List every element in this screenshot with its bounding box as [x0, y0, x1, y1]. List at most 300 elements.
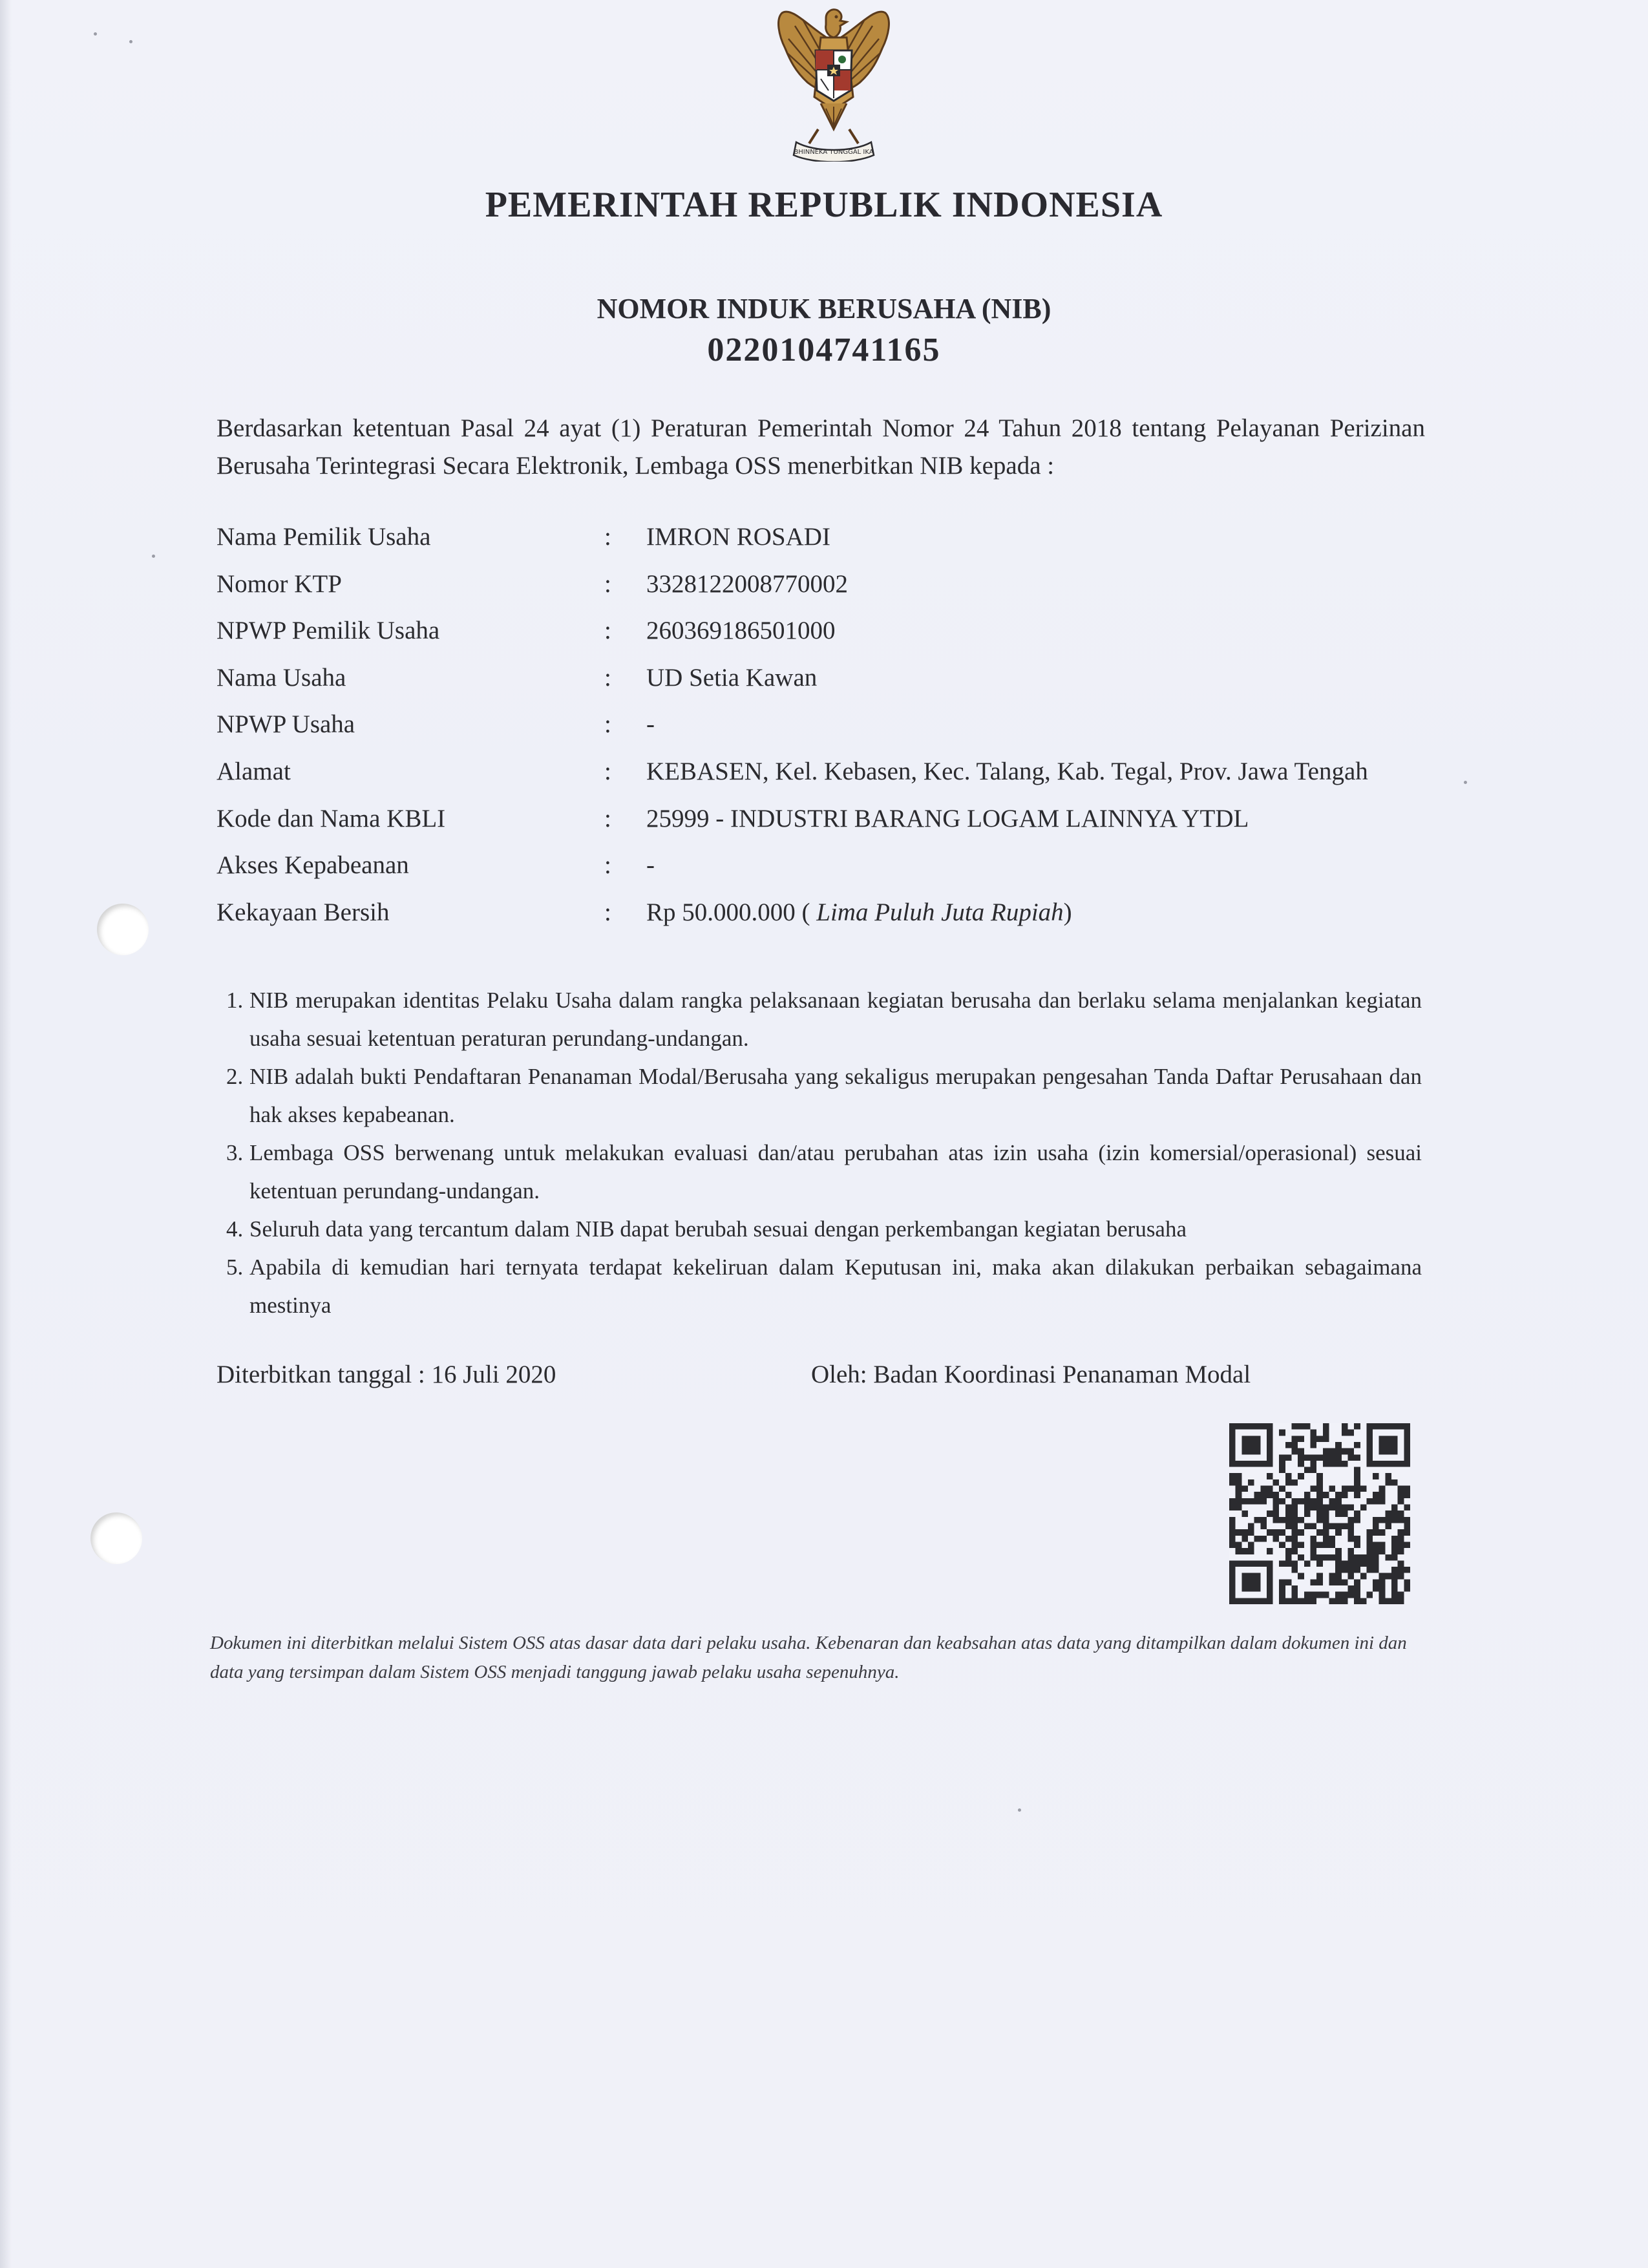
qr-module	[1285, 1536, 1292, 1542]
qr-module	[1316, 1542, 1323, 1548]
qr-module	[1311, 1598, 1317, 1604]
qr-module	[1354, 1567, 1360, 1573]
qr-module	[1373, 1529, 1379, 1536]
qr-module	[1323, 1448, 1329, 1455]
qr-module	[1285, 1473, 1292, 1479]
qr-module	[1279, 1486, 1285, 1492]
qr-module	[1285, 1492, 1292, 1498]
qr-module	[1229, 1536, 1236, 1542]
qr-module	[1248, 1548, 1254, 1554]
qr-module	[1335, 1529, 1342, 1536]
government-heading: PEMERINTAH REPUBLIK INDONESIA	[485, 185, 1163, 225]
qr-module	[1316, 1498, 1323, 1505]
qr-module	[1347, 1536, 1354, 1542]
qr-module	[1260, 1536, 1267, 1542]
qr-module	[1354, 1542, 1360, 1548]
qr-module	[1391, 1517, 1398, 1523]
qr-module	[1254, 1492, 1261, 1498]
field-colon: :	[604, 898, 611, 926]
qr-module	[1279, 1598, 1285, 1604]
net-worth-paren-open: (	[801, 898, 810, 926]
qr-module	[1311, 1461, 1317, 1467]
qr-module	[1298, 1448, 1304, 1455]
qr-module	[1298, 1542, 1304, 1548]
field-label: Nama Usaha	[217, 663, 346, 692]
qr-module	[1304, 1523, 1311, 1529]
field-colon: :	[604, 757, 611, 785]
qr-module	[1279, 1430, 1285, 1436]
field-label: Nomor KTP	[217, 569, 342, 598]
qr-module	[1398, 1517, 1404, 1523]
qr-module	[1241, 1486, 1248, 1492]
qr-module	[1304, 1592, 1311, 1598]
qr-module	[1379, 1529, 1386, 1536]
qr-module	[1316, 1479, 1323, 1486]
qr-module	[1360, 1560, 1367, 1567]
qr-module	[1360, 1573, 1367, 1580]
qr-module	[1366, 1560, 1373, 1567]
qr-module	[1354, 1454, 1360, 1461]
qr-module	[1285, 1560, 1292, 1567]
qr-module	[1292, 1498, 1298, 1505]
qr-module	[1385, 1598, 1391, 1604]
qr-module	[1311, 1536, 1317, 1542]
net-worth-paren-close: )	[1063, 898, 1072, 926]
qr-module	[1391, 1567, 1398, 1573]
qr-module	[1292, 1529, 1298, 1536]
qr-module	[1335, 1461, 1342, 1467]
qr-module	[1304, 1498, 1311, 1505]
field-label: Kode dan Nama KBLI	[217, 804, 446, 832]
punch-hole-top	[97, 904, 149, 955]
qr-module	[1229, 1473, 1236, 1479]
qr-module	[1236, 1486, 1242, 1492]
field-value: UD Setia Kawan	[646, 663, 818, 692]
qr-module	[1248, 1498, 1254, 1505]
qr-module	[1292, 1585, 1298, 1592]
qr-module	[1391, 1554, 1398, 1561]
qr-module	[1292, 1560, 1298, 1567]
qr-module	[1335, 1579, 1342, 1585]
qr-module	[1329, 1542, 1335, 1548]
qr-module	[1354, 1560, 1360, 1567]
field-label: Alamat	[217, 757, 291, 785]
qr-module	[1404, 1505, 1410, 1511]
qr-module	[1267, 1510, 1273, 1517]
qr-module	[1342, 1492, 1348, 1498]
qr-module	[1379, 1573, 1386, 1580]
field-row-owner-npwp	[217, 616, 1496, 663]
qr-module	[1329, 1448, 1335, 1455]
svg-text:BHINNEKA TUNGGAL IKA: BHINNEKA TUNGGAL IKA	[794, 149, 874, 156]
qr-module	[1385, 1473, 1391, 1479]
qr-module	[1342, 1560, 1348, 1567]
scan-speck	[1018, 1808, 1021, 1812]
field-colon: :	[604, 663, 611, 692]
qr-module	[1354, 1492, 1360, 1498]
qr-module	[1335, 1510, 1342, 1517]
field-colon: :	[604, 617, 611, 645]
issue-date: Diterbitkan tanggal : 16 Juli 2020	[217, 1361, 556, 1388]
scan-speck	[94, 32, 97, 36]
qr-module	[1354, 1510, 1360, 1517]
qr-module	[1292, 1592, 1298, 1598]
qr-module	[1292, 1598, 1298, 1604]
qr-module	[1354, 1579, 1360, 1585]
qr-module	[1323, 1554, 1329, 1561]
qr-module	[1267, 1529, 1273, 1536]
issuer: Oleh: Badan Koordinasi Penanaman Modal	[811, 1361, 1251, 1388]
qr-module	[1292, 1442, 1298, 1448]
qr-module	[1379, 1579, 1386, 1585]
net-worth-amount: Rp 50.000.000	[646, 898, 796, 926]
qr-module	[1366, 1542, 1373, 1548]
qr-module	[1329, 1536, 1335, 1542]
qr-module	[1311, 1523, 1317, 1529]
qr-module	[1373, 1579, 1379, 1585]
qr-module	[1329, 1461, 1335, 1467]
qr-module	[1398, 1542, 1404, 1548]
qr-module	[1366, 1498, 1373, 1505]
qr-module	[1391, 1479, 1398, 1486]
notes-list	[226, 981, 1422, 1324]
qr-module	[1298, 1473, 1304, 1479]
field-value: -	[646, 710, 655, 739]
qr-module	[1329, 1486, 1335, 1492]
qr-module	[1385, 1573, 1391, 1580]
qr-module	[1379, 1542, 1386, 1548]
qr-module	[1279, 1542, 1285, 1548]
qr-module	[1260, 1492, 1267, 1498]
qr-module	[1379, 1486, 1386, 1492]
qr-module	[1354, 1467, 1360, 1474]
qr-module	[1273, 1517, 1280, 1523]
qr-module	[1354, 1592, 1360, 1598]
qr-module	[1323, 1529, 1329, 1536]
qr-module	[1298, 1529, 1304, 1536]
qr-module	[1360, 1554, 1367, 1561]
qr-module	[1273, 1492, 1280, 1498]
qr-module	[1391, 1579, 1398, 1585]
qr-module	[1323, 1454, 1329, 1461]
qr-module	[1354, 1585, 1360, 1592]
qr-module	[1279, 1592, 1285, 1598]
qr-module	[1366, 1592, 1373, 1598]
qr-module	[1354, 1536, 1360, 1542]
qr-module	[1279, 1467, 1285, 1474]
qr-module	[1229, 1542, 1236, 1548]
qr-module	[1335, 1573, 1342, 1580]
qr-module	[1366, 1567, 1373, 1573]
qr-module	[1316, 1579, 1323, 1585]
qr-module	[1311, 1554, 1317, 1561]
qr-module	[1236, 1542, 1242, 1548]
field-row-business-npwp	[217, 710, 1496, 757]
field-label: NPWP Usaha	[217, 710, 355, 739]
field-colon: :	[604, 851, 611, 880]
qr-module	[1229, 1517, 1236, 1523]
qr-module	[1391, 1592, 1398, 1598]
qr-module	[1398, 1548, 1404, 1554]
qr-module	[1342, 1423, 1348, 1430]
qr-module	[1398, 1573, 1404, 1580]
qr-module	[1292, 1448, 1298, 1455]
qr-module	[1391, 1542, 1398, 1548]
qr-module	[1260, 1517, 1267, 1523]
qr-module	[1316, 1510, 1323, 1517]
qr-module	[1236, 1479, 1242, 1486]
qr-module	[1404, 1567, 1410, 1573]
qr-module	[1379, 1548, 1386, 1554]
qr-module	[1323, 1430, 1329, 1436]
qr-module	[1379, 1517, 1386, 1523]
qr-module	[1311, 1467, 1317, 1474]
qr-module	[1323, 1505, 1329, 1511]
qr-module	[1229, 1529, 1236, 1536]
qr-module	[1379, 1585, 1386, 1592]
qr-module	[1316, 1554, 1323, 1561]
qr-module	[1342, 1505, 1348, 1511]
qr-module	[1241, 1529, 1248, 1536]
qr-module	[1373, 1554, 1379, 1561]
qr-module	[1335, 1454, 1342, 1461]
qr-module	[1316, 1436, 1323, 1442]
field-value: 25999 - INDUSTRI BARANG LOGAM LAINNYA YTDL	[646, 804, 1249, 832]
qr-module	[1279, 1517, 1285, 1523]
qr-module	[1323, 1461, 1329, 1467]
qr-module	[1316, 1592, 1323, 1598]
qr-module	[1354, 1423, 1360, 1430]
qr-module	[1279, 1454, 1285, 1461]
qr-module	[1279, 1579, 1285, 1585]
qr-module	[1311, 1498, 1317, 1505]
qr-module	[1366, 1554, 1373, 1561]
qr-module	[1379, 1592, 1386, 1598]
qr-module	[1311, 1542, 1317, 1548]
qr-module	[1285, 1548, 1292, 1554]
field-row-net-worth	[217, 898, 1496, 945]
qr-module	[1285, 1579, 1292, 1585]
qr-module	[1292, 1517, 1298, 1523]
qr-module	[1398, 1560, 1404, 1567]
qr-module	[1254, 1536, 1261, 1542]
qr-module	[1298, 1517, 1304, 1523]
qr-module	[1323, 1536, 1329, 1542]
qr-module	[1260, 1498, 1267, 1505]
qr-module	[1404, 1517, 1410, 1523]
qr-module	[1236, 1505, 1242, 1511]
qr-module	[1298, 1598, 1304, 1604]
note-number: 1.	[226, 988, 244, 1013]
qr-module	[1229, 1523, 1236, 1529]
qr-module	[1292, 1523, 1298, 1529]
qr-module	[1292, 1548, 1298, 1554]
qr-module	[1354, 1598, 1360, 1604]
note-number: 2.	[226, 1064, 244, 1089]
qr-module	[1254, 1498, 1261, 1505]
qr-module	[1404, 1486, 1410, 1492]
qr-module	[1316, 1505, 1323, 1511]
qr-module	[1323, 1517, 1329, 1523]
qr-module	[1347, 1430, 1354, 1436]
qr-module	[1279, 1461, 1285, 1467]
qr-module	[1404, 1542, 1410, 1548]
qr-module	[1342, 1510, 1348, 1517]
qr-module	[1311, 1486, 1317, 1492]
nib-number: 0220104741165	[707, 332, 941, 368]
field-value: 260369186501000	[646, 617, 836, 645]
qr-module	[1260, 1486, 1267, 1492]
disclaimer: Dokumen ini diterbitkan melalui Sistem OSS atas dasar data dari pelaku usaha. Kebenaran dan keabsahan atas data yang ditampilkan dalam dokumen ini dan data yang tersimpan dalam Sistem OSS menjadi tanggung jawab pelaku usaha sepenuhnya.	[210, 1633, 1407, 1682]
qr-module	[1273, 1510, 1280, 1517]
note-item	[226, 1210, 1422, 1248]
qr-module	[1304, 1423, 1311, 1430]
qr-module	[1304, 1510, 1311, 1517]
qr-module	[1236, 1548, 1242, 1554]
qr-module	[1342, 1486, 1348, 1492]
field-value: KEBASEN, Kel. Kebasen, Kec. Talang, Kab. Tegal, Prov. Jawa Tengah	[646, 757, 1368, 785]
qr-module	[1323, 1436, 1329, 1442]
qr-module	[1316, 1486, 1323, 1492]
qr-module	[1229, 1498, 1236, 1505]
note-number: 3.	[226, 1140, 244, 1165]
note-item	[226, 1134, 1422, 1210]
note-text: NIB merupakan identitas Pelaku Usaha dalam rangka pelaksanaan kegiatan berusaha dan berlaku selama menjalankan kegiatan usaha sesuai ketentuan peraturan perundang-undangan.	[249, 988, 1422, 1051]
field-colon: :	[604, 710, 611, 739]
qr-module	[1329, 1579, 1335, 1585]
qr-module	[1404, 1585, 1410, 1592]
qr-module	[1342, 1598, 1348, 1604]
qr-module	[1366, 1548, 1373, 1554]
note-number: 4.	[226, 1216, 244, 1242]
qr-module	[1385, 1517, 1391, 1523]
qr-module	[1347, 1505, 1354, 1511]
qr-module	[1311, 1430, 1317, 1436]
field-value: IMRON ROSADI	[646, 523, 830, 551]
field-row-kbli	[217, 804, 1496, 851]
qr-module	[1342, 1579, 1348, 1585]
qr-module	[1354, 1473, 1360, 1479]
qr-module	[1373, 1567, 1379, 1573]
qr-module	[1335, 1567, 1342, 1573]
qr-module	[1316, 1560, 1323, 1567]
qr-module	[1347, 1523, 1354, 1529]
qr-module	[1304, 1454, 1311, 1461]
qr-module	[1398, 1536, 1404, 1542]
qr-module	[1373, 1523, 1379, 1529]
qr-module	[1292, 1567, 1298, 1573]
field-row-business-name	[217, 663, 1496, 710]
qr-module	[1391, 1548, 1398, 1554]
qr-module	[1311, 1436, 1317, 1442]
qr-module	[1316, 1473, 1323, 1479]
qr-finder-inner	[1241, 1436, 1260, 1454]
qr-module	[1354, 1554, 1360, 1561]
qr-module	[1292, 1536, 1298, 1542]
qr-module	[1311, 1548, 1317, 1554]
field-value: -	[646, 851, 655, 880]
qr-module	[1292, 1423, 1298, 1430]
qr-module	[1279, 1560, 1285, 1567]
qr-module	[1323, 1423, 1329, 1430]
qr-module	[1347, 1454, 1354, 1461]
qr-module	[1241, 1498, 1248, 1505]
qr-module	[1347, 1585, 1354, 1592]
qr-module	[1304, 1492, 1311, 1498]
qr-module	[1373, 1473, 1379, 1479]
qr-module	[1347, 1529, 1354, 1536]
qr-module	[1298, 1436, 1304, 1442]
qr-code-icon	[1229, 1423, 1410, 1604]
note-text: Apabila di kemudian hari ternyata terdapat kekeliruan dalam Keputusan ini, maka akan dilakukan perbaikan sebagaimana mestinya	[249, 1255, 1422, 1318]
field-value: 3328122008770002	[646, 569, 848, 598]
garuda-emblem-icon	[756, 0, 911, 162]
qr-module	[1273, 1505, 1280, 1511]
qr-module	[1404, 1529, 1410, 1536]
qr-module	[1329, 1554, 1335, 1561]
field-label: Nama Pemilik Usaha	[217, 523, 431, 551]
qr-module	[1391, 1585, 1398, 1592]
qr-module	[1347, 1486, 1354, 1492]
qr-module	[1398, 1498, 1404, 1505]
scan-speck	[129, 40, 132, 43]
qr-module	[1229, 1505, 1236, 1511]
qr-module	[1316, 1492, 1323, 1498]
qr-module	[1311, 1579, 1317, 1585]
qr-module	[1298, 1461, 1304, 1467]
qr-module	[1379, 1498, 1386, 1505]
qr-module	[1342, 1461, 1348, 1467]
qr-module	[1373, 1560, 1379, 1567]
qr-module	[1267, 1492, 1273, 1498]
scan-speck	[152, 555, 155, 558]
qr-module	[1298, 1498, 1304, 1505]
field-label: Akses Kepabeanan	[217, 851, 409, 880]
registrant-fields	[217, 522, 1496, 944]
qr-module	[1398, 1510, 1404, 1517]
field-row-owner-name	[217, 522, 1496, 569]
qr-module	[1373, 1542, 1379, 1548]
qr-module	[1342, 1523, 1348, 1529]
qr-module	[1236, 1529, 1242, 1536]
qr-module	[1335, 1498, 1342, 1505]
qr-module	[1285, 1505, 1292, 1511]
qr-module	[1347, 1554, 1354, 1561]
qr-module	[1360, 1598, 1367, 1604]
note-number: 5.	[226, 1255, 244, 1280]
qr-module	[1260, 1523, 1267, 1529]
qr-module	[1285, 1598, 1292, 1604]
qr-module	[1398, 1598, 1404, 1604]
qr-module	[1391, 1598, 1398, 1604]
qr-module	[1304, 1467, 1311, 1474]
qr-module	[1236, 1492, 1242, 1498]
qr-module	[1241, 1536, 1248, 1542]
qr-module	[1285, 1454, 1292, 1461]
qr-module	[1254, 1517, 1261, 1523]
qr-module	[1391, 1510, 1398, 1517]
qr-module	[1373, 1548, 1379, 1554]
qr-module	[1323, 1492, 1329, 1498]
qr-module	[1279, 1585, 1285, 1592]
field-label: Kekayaan Bersih	[217, 898, 390, 926]
qr-module	[1285, 1523, 1292, 1529]
qr-module	[1373, 1517, 1379, 1523]
qr-module	[1241, 1548, 1248, 1554]
qr-module	[1267, 1548, 1273, 1554]
note-item	[226, 1248, 1422, 1324]
qr-module	[1311, 1592, 1317, 1598]
